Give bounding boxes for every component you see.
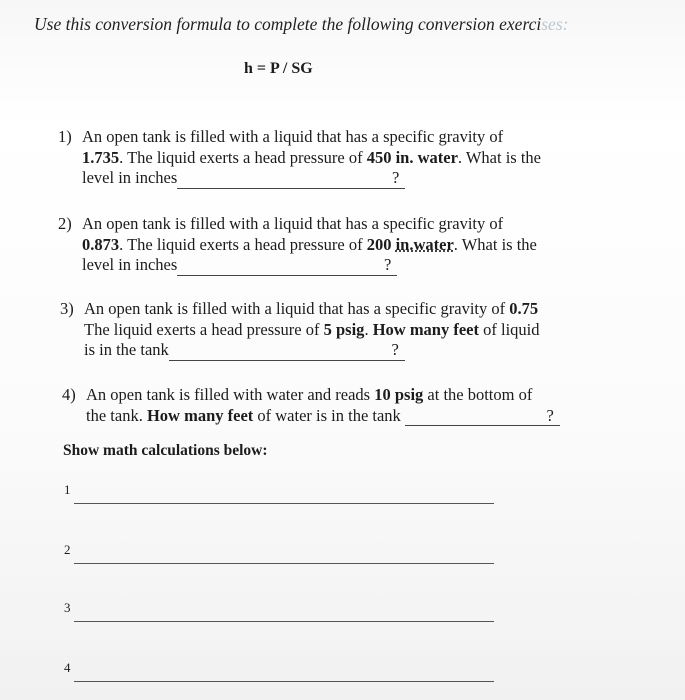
question-1 xyxy=(58,127,603,189)
answer-line-4[interactable] xyxy=(64,660,494,682)
question-4 xyxy=(62,385,607,426)
instruction-main: Use this conversion formula to complete the following conversion exerci xyxy=(34,14,542,34)
question-line: An open tank is filled with a liquid that has a specific gravity of xyxy=(82,214,504,233)
answer-blank[interactable] xyxy=(177,170,405,189)
pressure-value: 10 psig xyxy=(374,385,424,404)
question-text: An open tank is filled with water and reads xyxy=(86,385,375,404)
question-3 xyxy=(60,299,605,361)
answer-number: 4 xyxy=(64,660,71,675)
question-text: is in the tank xyxy=(84,340,169,359)
answer-line-1[interactable] xyxy=(64,482,494,504)
question-text: . The liquid exerts a head pressure of xyxy=(119,234,367,254)
answer-number: 1 xyxy=(64,482,71,497)
question-line: An open tank is filled with a liquid that has a specific gravity of xyxy=(82,127,504,146)
question-mark: ? xyxy=(383,255,392,274)
question-number: 1) xyxy=(58,127,72,146)
question-2 xyxy=(58,214,603,276)
question-text: of water is in the tank xyxy=(253,405,401,425)
pressure-value: 200 xyxy=(366,234,396,254)
conversion-formula: h = P / SG xyxy=(244,60,313,77)
question-text: level in inches xyxy=(82,168,178,187)
question-text: level in inches xyxy=(82,255,178,274)
question-text: of liquid xyxy=(479,319,540,339)
instruction-text xyxy=(34,14,568,35)
question-mark: ? xyxy=(391,340,399,359)
question-text: . The liquid exerts a head pressure of xyxy=(119,147,367,167)
answer-blank[interactable] xyxy=(177,257,397,276)
pressure-value: 5 psig xyxy=(323,319,365,339)
answer-line-2[interactable] xyxy=(64,542,494,564)
question-number: 4) xyxy=(62,385,76,404)
question-text: . What is the xyxy=(453,234,537,254)
question-number: 3) xyxy=(60,299,74,318)
question-mark: ? xyxy=(546,405,554,425)
question-number: 2) xyxy=(58,214,72,233)
question-text: An open tank is filled with a liquid that has a specific gravity of xyxy=(84,299,510,318)
question-emphasis: How many feet xyxy=(372,319,479,339)
specific-gravity-value: 0.75 xyxy=(509,299,539,318)
question-text: The liquid exerts a head pressure of xyxy=(84,319,324,339)
question-text: . xyxy=(364,319,373,339)
answer-number: 3 xyxy=(64,600,71,615)
question-text: . What is the xyxy=(457,147,542,167)
specific-gravity-value: 1.735 xyxy=(82,147,120,167)
specific-gravity-value: 0.873 xyxy=(82,234,120,254)
answer-blank[interactable] xyxy=(405,407,560,426)
question-text: at the bottom of xyxy=(423,385,533,404)
question-mark: ? xyxy=(391,168,400,187)
answer-blank[interactable] xyxy=(169,342,405,361)
show-math-heading: Show math calculations below: xyxy=(63,442,268,459)
pressure-value: 450 in. water xyxy=(366,147,458,167)
answer-line-3[interactable] xyxy=(64,600,494,622)
instruction-faded: ses: xyxy=(541,14,569,34)
pressure-unit: in.water xyxy=(395,234,454,254)
answer-number: 2 xyxy=(64,542,71,557)
question-emphasis: How many feet xyxy=(146,405,254,425)
question-text: the tank. xyxy=(86,405,147,425)
